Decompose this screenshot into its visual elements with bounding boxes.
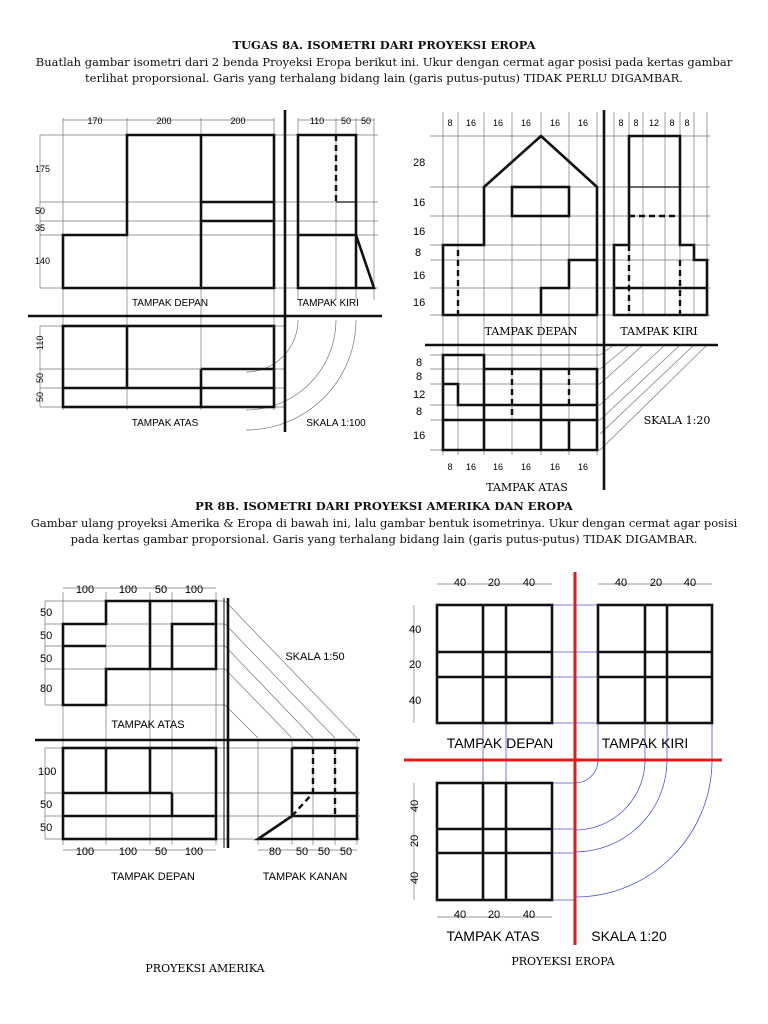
dim-label: 12 (413, 389, 426, 401)
figure-8a-2 (413, 110, 718, 494)
dim-label: 140 (35, 256, 51, 266)
caption-american: PROYEKSI AMERIKA (145, 962, 265, 975)
label-left-view: TAMPAK KIRI (620, 325, 698, 338)
dim-label: 100 (184, 584, 204, 596)
dim-label: 100 (184, 846, 204, 858)
dim-label: 16 (413, 430, 426, 442)
dim-label: 20 (409, 659, 422, 671)
dim-label: 8 (415, 247, 422, 259)
dim-label: 40 (409, 695, 422, 707)
dim-label: 16 (465, 118, 477, 128)
dim-label: 50 (295, 846, 309, 858)
dim-label: 80 (40, 683, 53, 695)
dim-label: 40 (683, 577, 697, 589)
dim-label: 50 (40, 630, 53, 642)
dim-label: 200 (156, 116, 172, 126)
dim-label: 12 (648, 118, 660, 128)
dim-label: 16 (413, 270, 426, 282)
dim-label: 100 (118, 584, 138, 596)
dim-label: 40 (522, 909, 536, 921)
dim-label: 100 (75, 584, 95, 596)
dim-label: 100 (118, 846, 138, 858)
dim-label: 16 (520, 118, 532, 128)
dim-label: 40 (614, 577, 628, 589)
dim-label: 8 (633, 118, 639, 128)
dim-label: 40 (453, 577, 467, 589)
dim-label: 8 (416, 357, 423, 369)
dim-label: 16 (492, 118, 504, 128)
caption-european: PROYEKSI EROPA (511, 955, 615, 968)
task-a-instruction: Buatlah gambar isometri dari 2 benda Proyeksi Eropa berikut ini. Ukur dengan cermat agar posisi pada kertas gambar terlihat proporsional. Garis yang terhalang bidang lain (garis putus-putus) TIDAK PERLU DIGAMBAR. (35, 55, 733, 85)
dim-label: 100 (75, 846, 95, 858)
dim-label: 20 (649, 577, 663, 589)
dim-label: 200 (230, 116, 246, 126)
dim-label: 20 (487, 909, 501, 921)
dim-label: 40 (522, 577, 536, 589)
dim-label: 175 (35, 164, 51, 174)
dim-label: 16 (520, 462, 532, 472)
dim-label: 50 (35, 372, 45, 383)
dim-label: 50 (154, 846, 168, 858)
dim-label: 50 (35, 391, 45, 402)
dim-label: 40 (409, 624, 422, 636)
dim-label: 50 (40, 607, 53, 619)
label-front-view: TAMPAK DEPAN (484, 325, 578, 338)
dim-label: 16 (549, 462, 561, 472)
figure-european-projection (404, 572, 722, 968)
label-top-view: TAMPAK ATAS (486, 481, 568, 494)
dim-label: 8 (618, 118, 624, 128)
label-front-view: TAMPAK DEPAN (446, 735, 554, 751)
dim-label: 8 (447, 462, 453, 472)
label-top-view: TAMPAK ATAS (131, 418, 199, 429)
dim-label: 50 (35, 206, 46, 216)
label-top-view: TAMPAK ATAS (111, 719, 185, 731)
dim-label: 50 (339, 846, 353, 858)
task-b-instruction: Gambar ulang proyeksi Amerika & Eropa di bawah ini, lalu gambar bentuk isometrinya. Ukur dengan cermat agar posisi pada kertas gambar proporsional. Garis yang terhalang bidang lain (garis putus-putus) TIDAK DIGAMBAR. (30, 516, 738, 546)
dim-label: 16 (413, 197, 426, 209)
dim-label: 50 (317, 846, 331, 858)
dim-label: 40 (409, 799, 421, 812)
dim-label: 50 (340, 116, 352, 126)
dim-label: 8 (416, 406, 423, 418)
dim-label: 50 (40, 799, 53, 811)
dim-label: 28 (413, 157, 426, 169)
dim-label: 40 (453, 909, 467, 921)
dim-label: 16 (492, 462, 504, 472)
task-b-title: PR 8B. ISOMETRI DARI PROYEKSI AMERIKA DAN EROPA (195, 499, 573, 513)
dim-label: 100 (38, 766, 57, 778)
dim-label: 16 (413, 297, 426, 309)
dim-label: 16 (465, 462, 477, 472)
dim-label: 8 (416, 371, 423, 383)
dim-label: 16 (413, 226, 426, 238)
dim-label: 35 (35, 223, 46, 233)
label-left-view: TAMPAK KIRI (601, 735, 689, 751)
label-front-view: TAMPAK DEPAN (131, 298, 209, 309)
scale-label: SKALA 1:50 (285, 651, 345, 663)
dim-label: 110 (35, 335, 45, 350)
figure-american-projection (35, 584, 360, 975)
label-left-view: TAMPAK KIRI (297, 298, 359, 309)
dim-label: 50 (40, 653, 53, 665)
scale-label: SKALA 1:20 (591, 928, 667, 944)
dim-label: 50 (154, 584, 168, 596)
figure-8a-1 (28, 110, 382, 432)
dim-label: 110 (309, 116, 325, 126)
dim-label: 8 (684, 118, 690, 128)
dim-label: 20 (409, 834, 421, 847)
dim-label: 16 (549, 118, 561, 128)
label-top-view: TAMPAK ATAS (446, 928, 540, 944)
scale-label: SKALA 1:20 (643, 414, 711, 427)
dim-label: 16 (577, 462, 589, 472)
dim-label: 8 (447, 118, 453, 128)
label-front-view: TAMPAK DEPAN (111, 871, 195, 883)
dim-label: 8 (669, 118, 675, 128)
dim-label: 50 (360, 116, 372, 126)
task-a-title: TUGAS 8A. ISOMETRI DARI PROYEKSI EROPA (232, 38, 536, 52)
dim-label: 20 (487, 577, 501, 589)
dim-label: 170 (87, 116, 103, 126)
dim-label: 16 (577, 118, 589, 128)
scale-label: SKALA 1:100 (306, 418, 366, 429)
dim-label: 50 (40, 822, 53, 834)
dim-label: 40 (409, 871, 421, 884)
dim-label: 80 (268, 846, 282, 858)
label-right-view: TAMPAK KANAN (262, 871, 348, 883)
